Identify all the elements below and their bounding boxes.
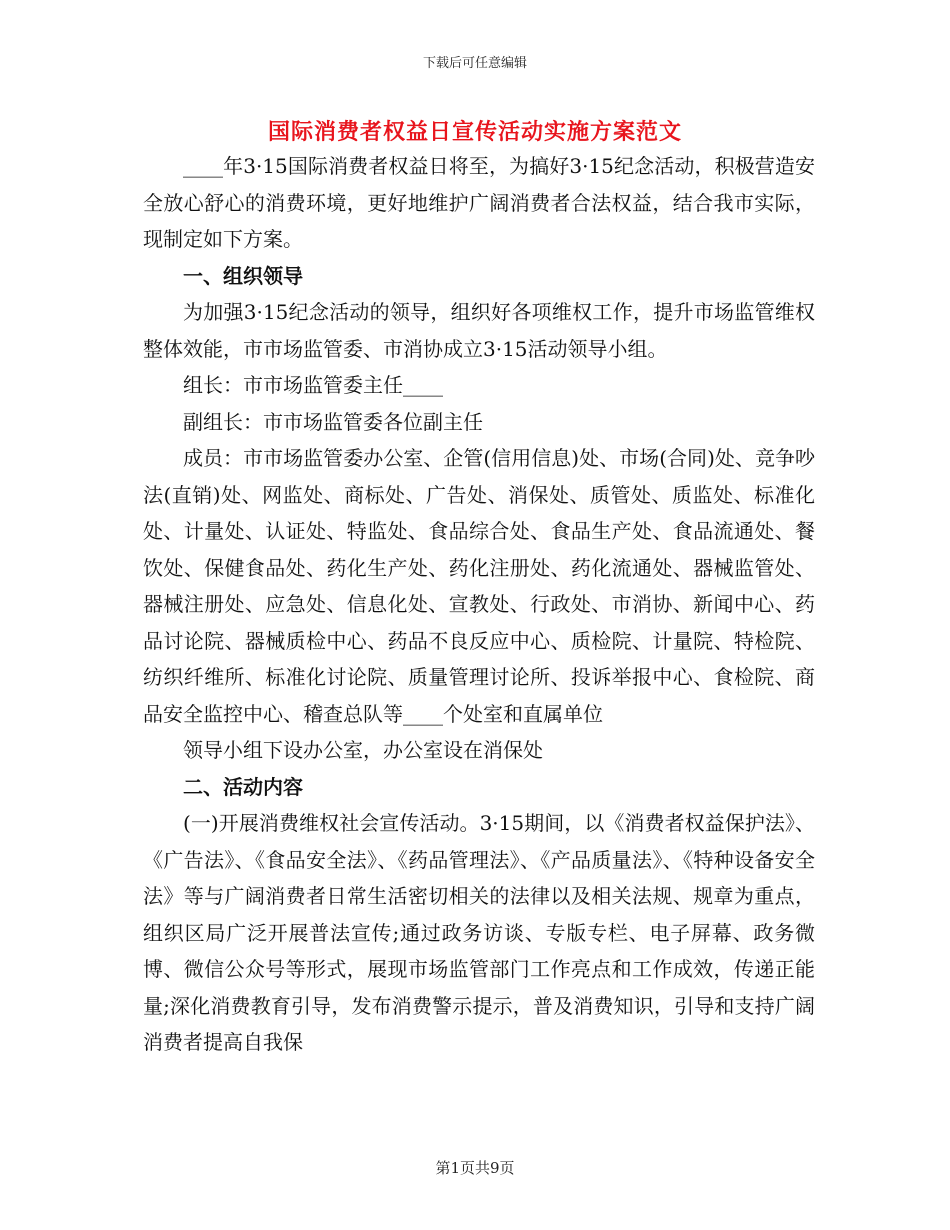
members-paragraph: 成员：市市场监管委办公室、企管(信用信息)处、市场(合同)处、竞争吵法(直销)处、网监处、商标处、广告处、消保处、质管处、质监处、标准化处、计量处、认证处、特监处、食品综合处、食品生产处、食品流通处、餐饮处、保健食品处、药化生产处、药化注册处、药化流通处、器械监管处、器械注册处、应急处、信息化处、宣教处、行政处、市消协、新闻中心、药品讨论院、器械质检中心、药品不良反应中心、质检院、计量院、特检院、纺织纤维所、标准化讨论院、质量管理讨论所、投诉举报中心、食检院、商品安全监控中心、稽查总队等____个处室和直属单位 — [143, 446, 815, 726]
page-header-note: 下载后可任意编辑 — [422, 56, 527, 71]
document-title: 国际消费者权益日宣传活动实施方案范文 — [267, 119, 682, 145]
section-heading-activities: 二、活动内容 — [183, 774, 303, 799]
page-number: 第1页共9页 — [435, 1159, 515, 1177]
document-body — [143, 148, 815, 1061]
intro-paragraph: ____年3·15国际消费者权益日将至，为搞好3·15纪念活动，积极营造安全放心舒心的消费环境，更好地维护广阔消费者合法权益，结合我市实际，现制定如下方案。 — [143, 154, 815, 251]
section-heading-organization: 一、组织领导 — [183, 263, 303, 288]
deputy-leader-line: 副组长：市市场监管委各位副主任 — [183, 409, 483, 434]
office-line: 领导小组下设办公室，办公室设在消保处 — [183, 738, 543, 762]
group-leader-line: 组长：市市场监管委主任____ — [183, 373, 443, 397]
activity-paragraph-1: (一)开展消费维权社会宣传活动。3·15期间，以《消费者权益保护法》、《广告法》、《食品安全法》、《药品管理法》、《产品质量法》、《特种设备安全法》等与广阔消费者日常生活密切相关的法律以及相关法规、规章为重点，组织区局广泛开展普法宣传;通过政务访谈、专版专栏、电子屏幕、政务微博、微信公众号等形式，展现市场监管部门工作亮点和工作成效，传递正能量;深化消费教育引导，发布消费警示提示，普及消费知识，引导和支持广阔消费者提高自我保 — [143, 811, 815, 1054]
organization-paragraph: 为加强3·15纪念活动的领导，组织好各项维权工作，提升市场监管维权整体效能，市市场监管委、市消协成立3·15活动领导小组。 — [143, 300, 815, 361]
